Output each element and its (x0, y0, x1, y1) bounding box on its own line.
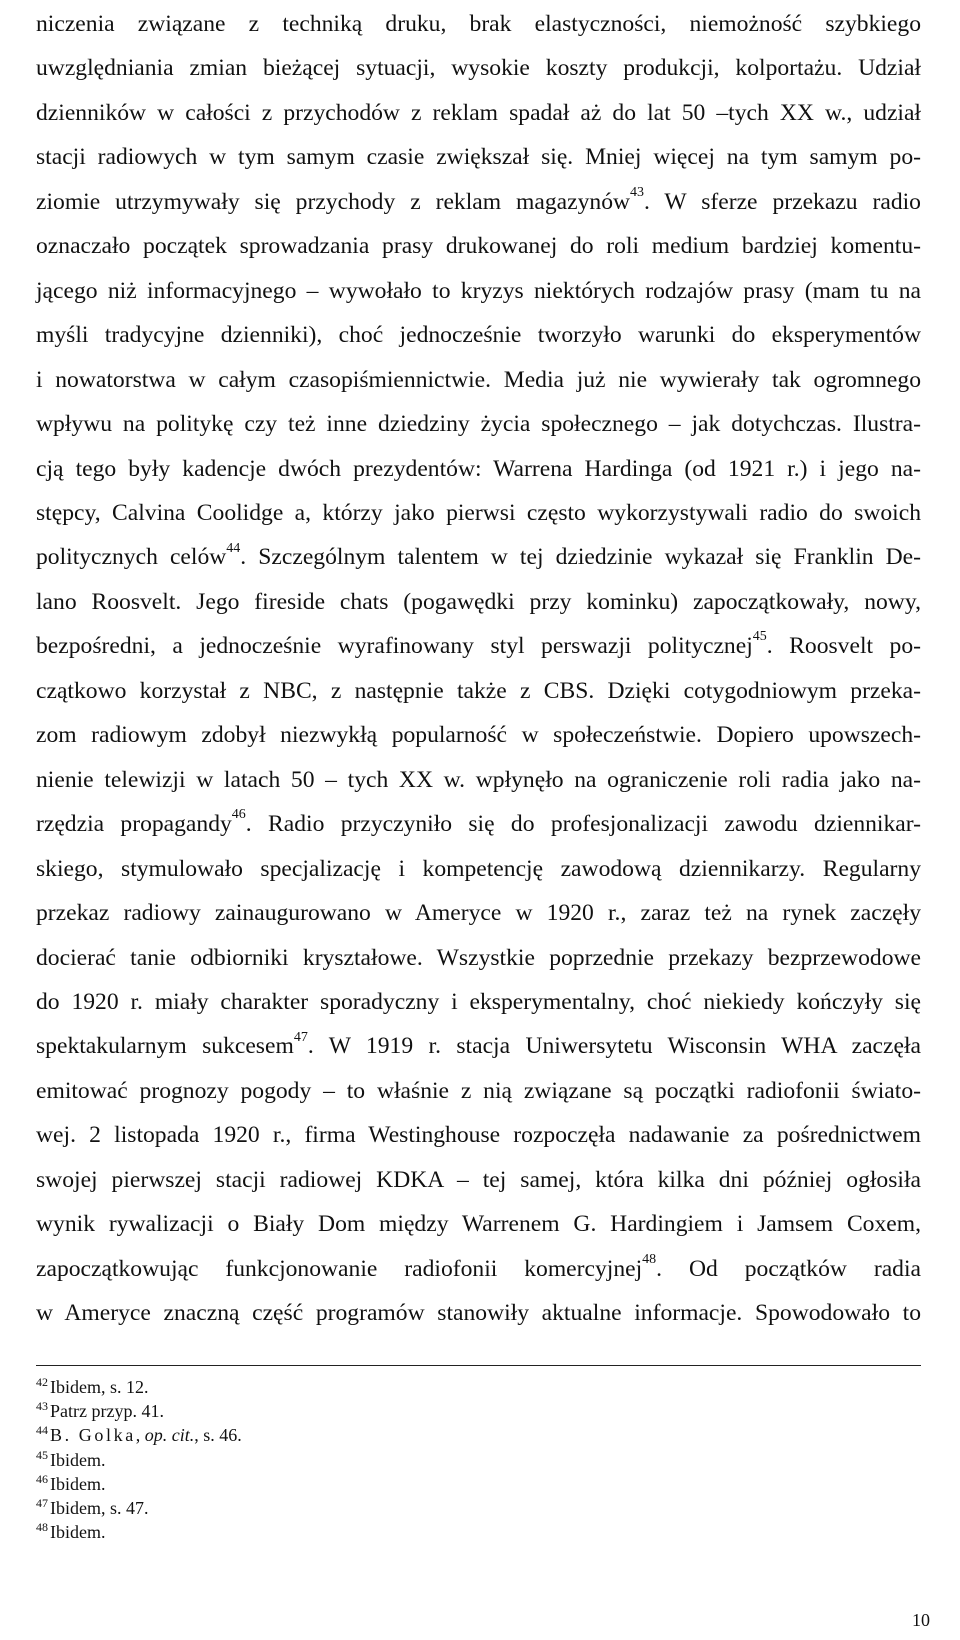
text-run: wpływu na politykę czy też inne dziedziny życia społecznego – jak dotychczas. Ilustra- (36, 411, 921, 438)
text-run: myśli tradycyjne dzienniki), choć jednocześnie tworzyło warunki do eksperymentów (36, 322, 921, 349)
text-run: . Roosvelt po- (766, 633, 921, 660)
footnote-separator-text: , (135, 1425, 145, 1446)
text-line (36, 269, 921, 313)
footnote-number: 45 (36, 1447, 48, 1462)
text-line (36, 802, 921, 846)
text-line (36, 713, 921, 757)
text-line (36, 2, 921, 46)
footnote-reference: 48 (642, 1251, 657, 1267)
footnote-reference: 47 (293, 1029, 308, 1045)
text-run: zapoczątkowując funkcjonowanie radiofonii komercyjnej (36, 1255, 643, 1282)
footnote-citation-italic: op. cit. (144, 1425, 195, 1446)
footnote-text: Ibidem. (50, 1473, 106, 1494)
text-line (36, 1202, 921, 1246)
text-run: stacji radiowych w tym samym czasie zwiększał się. Mniej więcej na tym samym po- (36, 144, 921, 171)
text-run: . W sferze przekazu radio (644, 188, 921, 215)
text-line (36, 1247, 921, 1291)
text-run: skiego, stymulowało specjalizację i kompetencję zawodową dziennikarzy. Regularny (36, 855, 921, 882)
text-run: jącego niż informacyjnego – wywołało to kryzys niektórych rodzajów prasy (mam tu na (36, 277, 921, 304)
footnote-text: Ibidem. (50, 1449, 106, 1470)
footnote (36, 1449, 921, 1473)
footnote (36, 1521, 921, 1545)
text-line (36, 180, 921, 224)
text-run: i nowatorstwa w całym czasopiśmiennictwie. Media już nie wywierały tak ogromnego (36, 366, 921, 393)
text-line (36, 91, 921, 135)
text-line (36, 402, 921, 446)
text-run: uwzględniania zmian bieżącej sytuacji, wysokie koszty produkcji, kolportażu. Udział (36, 55, 921, 82)
footnote (36, 1376, 921, 1400)
text-run: przekaz radiowy zainaugurowano w Ameryce w 1920 r., zaraz też na rynek zaczęły (36, 900, 921, 927)
footnote-text: Ibidem, s. 47. (50, 1498, 149, 1519)
text-line (36, 313, 921, 357)
text-run: nienie telewizji w latach 50 – tych XX w. wpłynęło na ograniczenie roli radia jako na- (36, 766, 921, 793)
text-line (36, 624, 921, 668)
text-run: czątkowo korzystał z NBC, z następnie także z CBS. Dzięki cotygodniowym przeka- (36, 677, 921, 704)
footnote-page-ref: , s. 46. (194, 1425, 242, 1446)
text-line (36, 46, 921, 90)
text-run: wej. 2 listopada 1920 r., firma Westinghouse rozpoczęła nadawanie za pośrednictwem (36, 1122, 921, 1149)
footnote-text: Ibidem. (50, 1522, 106, 1543)
text-line (36, 758, 921, 802)
text-line (36, 1158, 921, 1202)
text-line (36, 891, 921, 935)
text-run: . Od początków radia (656, 1255, 921, 1282)
footnote-text: Patrz przyp. 41. (50, 1401, 164, 1422)
footnote-reference: 43 (630, 184, 645, 200)
footnote-separator (36, 1365, 921, 1366)
footnote-reference: 46 (231, 807, 246, 823)
footnote (36, 1497, 921, 1521)
text-run: bezpośredni, a jednocześnie wyrafinowany styl perswazji politycznej (36, 633, 753, 660)
footnote (36, 1400, 921, 1424)
text-line (36, 669, 921, 713)
text-line (36, 135, 921, 179)
footnote-number: 46 (36, 1471, 48, 1486)
text-run: oznaczało początek sprowadzania prasy drukowanej do roli medium bardziej komentu- (36, 233, 921, 260)
text-run: stępcy, Calvina Coolidge a, którzy jako pierwsi często wykorzystywali radio do swoich (36, 499, 921, 526)
text-line (36, 847, 921, 891)
footnote-text: Ibidem, s. 12. (50, 1377, 149, 1397)
text-line (36, 1291, 921, 1335)
text-run: cją tego były kadencje dwóch prezydentów: Warrena Hardinga (od 1921 r.) i jego na- (36, 455, 921, 482)
text-run: . Szczególnym talentem w tej dziedzinie wykazał się Franklin De- (240, 544, 921, 571)
footnote-number: 47 (36, 1496, 48, 1511)
text-run: ziomie utrzymywały się przychody z reklam magazynów (36, 188, 631, 215)
text-run: dzienników w całości z przychodów z reklam spadał aż do lat 50 –tych XX w., udział (36, 99, 921, 126)
text-line (36, 1069, 921, 1113)
text-run: niczenia związane z techniką druku, brak elastyczności, niemożność szybkiego (36, 11, 921, 37)
footnote-reference: 44 (226, 540, 241, 556)
footnote-number: 43 (36, 1399, 48, 1414)
text-line (36, 1024, 921, 1068)
text-run: zom radiowym zdobył niezwykłą popularność w społeczeństwie. Dopiero upowszech- (36, 722, 921, 749)
text-run: . Radio przyczyniło się do profesjonalizacji zawodu dziennikar- (245, 811, 921, 838)
text-run: spektakularnym sukcesem (36, 1033, 294, 1060)
text-line (36, 980, 921, 1024)
text-run: w Ameryce znaczną część programów stanowiły aktualne informacje. Spowodowało to (36, 1300, 921, 1327)
text-run: wynik rywalizacji o Biały Dom między Warrenem G. Hardingiem i Jamsem Coxem, (36, 1211, 921, 1238)
footnote-author: B. Golka (50, 1425, 136, 1446)
text-run: lano Roosvelt. Jego fireside chats (pogawędki przy kominku) zapoczątkowały, nowy, (36, 588, 921, 615)
text-line (36, 358, 921, 402)
text-run: docierać tanie odbiorniki kryształowe. Wszystkie poprzednie przekazy bezprzewodowe (36, 944, 921, 971)
text-run: emitować prognozy pogody – to właśnie z nią związane są początki radiofonii świato- (36, 1077, 921, 1104)
footnote (36, 1424, 921, 1448)
text-line (36, 535, 921, 579)
footnote-number: 44 (36, 1423, 48, 1438)
footnote-reference: 45 (752, 629, 767, 645)
body-text (36, 2, 921, 1336)
text-line (36, 491, 921, 535)
text-line (36, 936, 921, 980)
text-line (36, 224, 921, 268)
text-run: swojej pierwszej stacji radiowej KDKA – tej samej, która kilka dni później ogłosiła (36, 1166, 921, 1193)
text-line (36, 447, 921, 491)
text-run: rzędzia propagandy (36, 811, 232, 838)
text-line (36, 1113, 921, 1157)
footnote (36, 1473, 921, 1497)
text-run: politycznych celów (36, 544, 227, 571)
text-run: . W 1919 r. stacja Uniwersytetu Wisconsin WHA zaczęła (307, 1033, 921, 1060)
footnote-number: 48 (36, 1520, 48, 1535)
footnotes (36, 1376, 921, 1545)
footnote-number: 42 (36, 1375, 48, 1389)
text-line (36, 580, 921, 624)
text-run: do 1920 r. miały charakter sporadyczny i eksperymentalny, choć niekiedy kończyły się (36, 988, 921, 1015)
page-number: 10 (912, 1610, 930, 1630)
